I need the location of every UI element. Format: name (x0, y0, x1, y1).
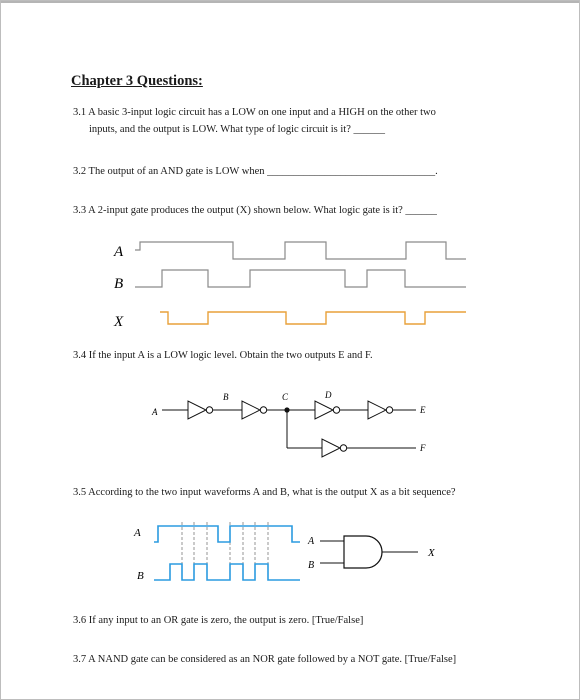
inverter-gate-1 (188, 401, 213, 419)
question-3-5: 3.5 According to the two input waveforms A and B, what is the output X as a bit sequence? (73, 487, 456, 498)
question-3-3: 3.3 A 2-input gate produces the output (X) shown below. What logic gate is it? ______ (73, 205, 437, 216)
signal-label-a: A (152, 407, 158, 417)
waveform-a (154, 526, 300, 542)
question-3-4: 3.4 If the input A is a LOW logic level. Obtain the two outputs E and F. (73, 350, 373, 361)
document-title: Chapter 3 Questions: (71, 73, 203, 89)
junction-dot (284, 407, 289, 412)
inverter-circuit-3-4 (140, 388, 450, 463)
signal-label-c: C (282, 392, 289, 402)
signal-label-f: F (420, 443, 426, 453)
inverter-gate-5 (322, 439, 347, 457)
waveform-x (160, 312, 466, 324)
signal-label-d: D (325, 390, 332, 400)
gate-input-label-b: B (308, 560, 315, 571)
question-3-1-line2: inputs, and the output is LOW. What type of logic circuit is it? ______ (89, 124, 385, 135)
inverter-gate-3 (315, 401, 340, 419)
waveform-b (135, 270, 466, 287)
gate-input-label-a: A (308, 536, 315, 547)
waveform-label-b: B (114, 276, 124, 292)
question-3-1 (73, 104, 436, 138)
waveform-a (135, 242, 466, 259)
inverter-gate-2 (242, 401, 267, 419)
timing-diagram-3-5 (130, 514, 460, 594)
waveform-label-x: X (114, 314, 124, 330)
timing-diagram-3-3 (100, 232, 480, 332)
waveform-b (154, 564, 300, 580)
inverter-gate-4 (368, 401, 393, 419)
question-3-6: 3.6 If any input to an OR gate is zero, the output is zero. [True/False] (73, 615, 364, 626)
waveform-label-a: A (114, 244, 124, 260)
question-3-7: 3.7 A NAND gate can be considered as an NOR gate followed by a NOT gate. [True/False] (73, 654, 457, 665)
gate-output-label-x: X (428, 547, 435, 559)
waveform-label-a: A (134, 527, 141, 539)
signal-label-b: B (223, 392, 229, 402)
question-3-1-line1: 3.1 A basic 3-input logic circuit has a LOW on one input and a HIGH on the other two (73, 107, 436, 118)
signal-label-e: E (420, 405, 426, 415)
question-3-2: 3.2 The output of an AND gate is LOW when ________________________________. (73, 166, 438, 177)
and-gate (344, 536, 382, 568)
waveform-label-b: B (137, 570, 144, 582)
